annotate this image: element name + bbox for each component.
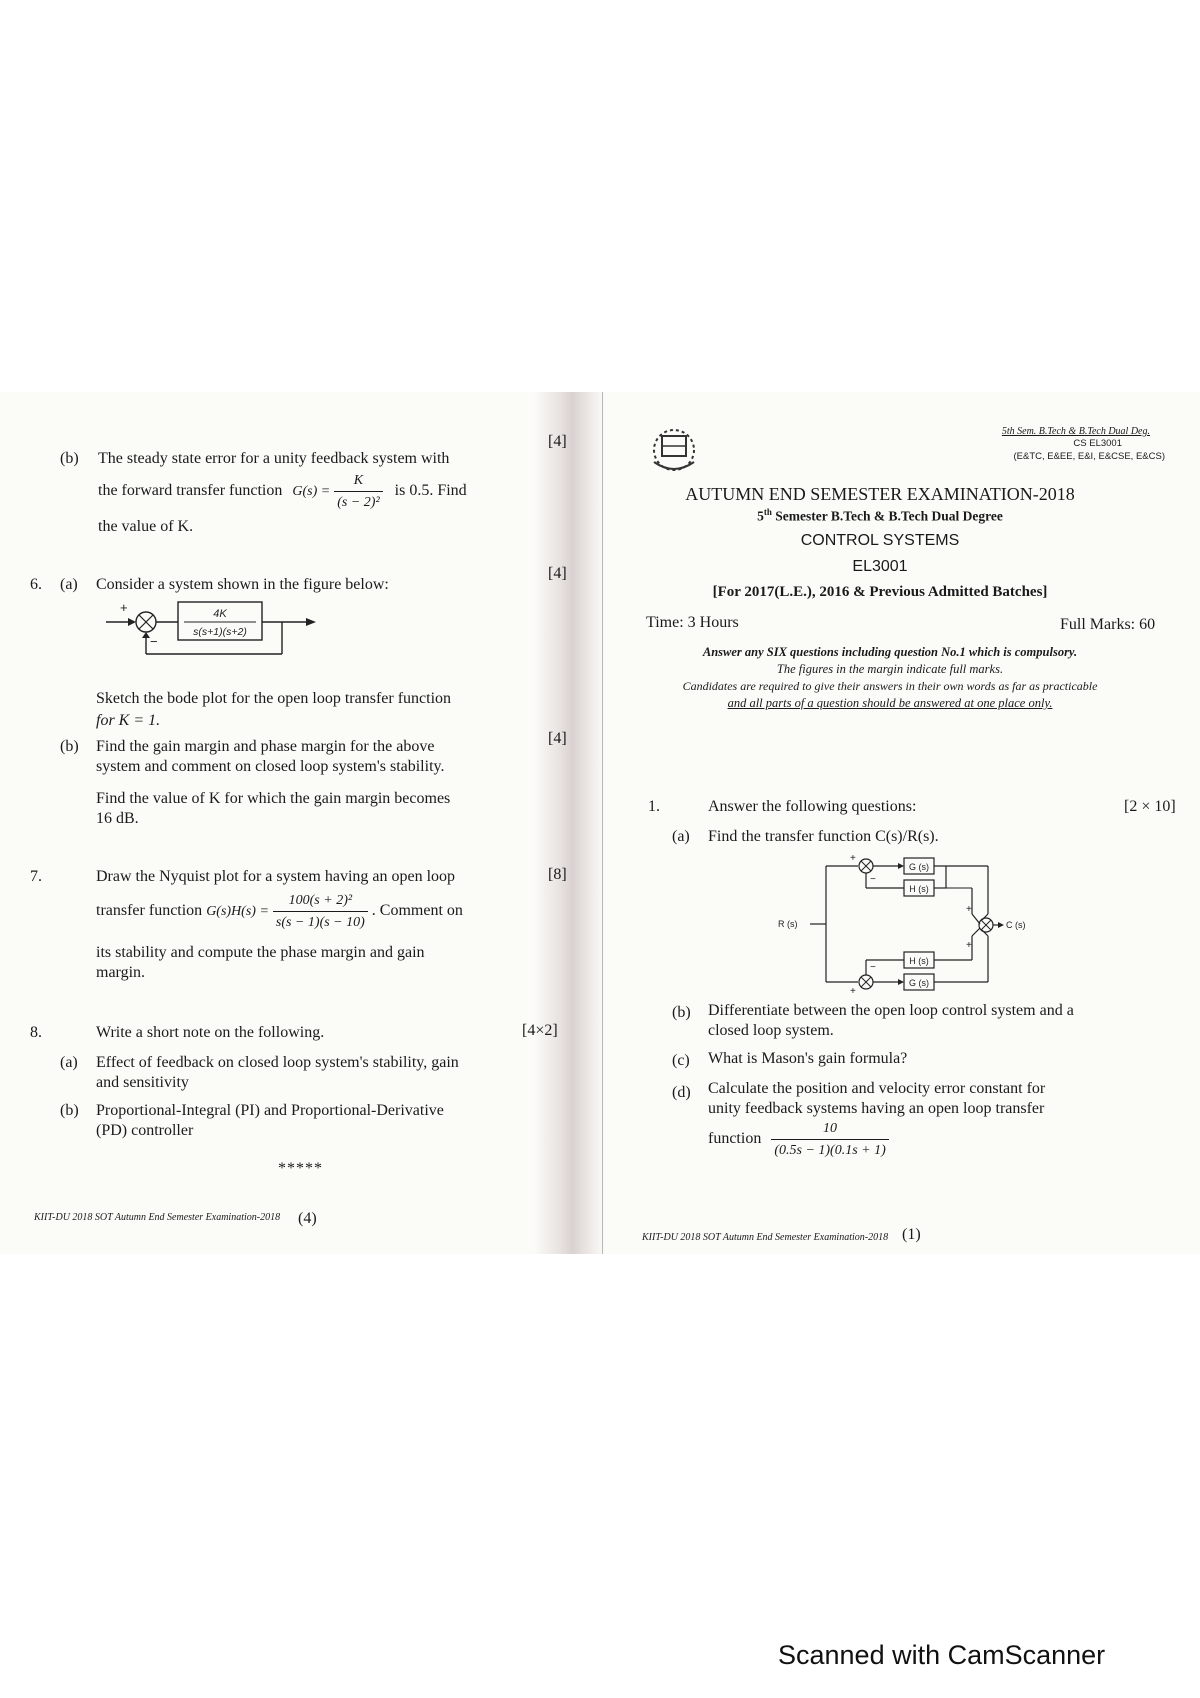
right-footer: KIIT-DU 2018 SOT Autumn End Semester Examination-2018 — [642, 1232, 889, 1243]
q7-line3: its stability and compute the phase margin and gain — [96, 944, 425, 961]
instruction-3: Candidates are required to give their answers in their own words as far as practicable — [682, 679, 1098, 693]
q5b-line3: the value of K. — [98, 518, 194, 535]
q1c-label: (c) — [672, 1052, 690, 1069]
svg-text:+: + — [850, 853, 856, 864]
q6b-label: (b) — [60, 738, 79, 755]
header-branches: (E&TC, E&EE, E&I, E&CSE, E&CS) — [1013, 451, 1165, 462]
page-fold — [534, 392, 604, 1254]
q1d-function-word: function — [708, 1130, 762, 1148]
q1d-line2: unity feedback systems having an open loop transfer — [708, 1100, 1045, 1117]
q1-marks: [2 × 10] — [1124, 798, 1176, 815]
q6a-sketch-line2: for K = 1. — [96, 712, 161, 729]
q6-gain-den: s(s+1)(s+2) — [193, 626, 247, 638]
q5b-fraction — [334, 470, 382, 513]
q1d-label: (d) — [672, 1084, 691, 1101]
q1-intro: Answer the following questions: — [708, 798, 917, 815]
q5b-line2-pre: the forward transfer function — [98, 482, 283, 500]
q6b-marks: [4] — [548, 730, 567, 747]
q6-gain-num: 4K — [213, 608, 227, 620]
q6a-label: (a) — [60, 576, 78, 593]
q5b-fraction-den: (s − 2)² — [337, 495, 380, 510]
camscanner-watermark: Scanned with CamScanner — [778, 1640, 1106, 1670]
q1-number: 1. — [648, 798, 660, 815]
q7-fraction — [273, 890, 368, 933]
q5b-gs: G(s) = — [292, 484, 331, 500]
q8a-label: (a) — [60, 1054, 78, 1071]
q8-number: 8. — [30, 1024, 42, 1041]
q1d-line1: Calculate the position and velocity error constant for — [708, 1080, 1046, 1097]
admitted-batches: [For 2017(L.E.), 2016 & Previous Admitted Batches] — [712, 584, 1048, 600]
q8-intro: Write a short note on the following. — [96, 1024, 325, 1041]
right-page-number: (1) — [902, 1226, 921, 1243]
q1b-line2: closed loop system. — [708, 1022, 834, 1039]
q5b-line2-post: is 0.5. Find — [394, 482, 467, 500]
header-course-code: CS EL3001 — [1073, 438, 1122, 449]
q5b-line2 — [98, 470, 467, 513]
svg-text:−: − — [870, 962, 876, 973]
q5b-line1: The steady state error for a unity feedback system with — [98, 450, 450, 467]
exam-title: AUTUMN END SEMESTER EXAMINATION-2018 — [685, 484, 1075, 504]
diagram-h-lower: H (s) — [909, 956, 929, 966]
semester-suffix: th — [763, 507, 772, 517]
left-footer: KIIT-DU 2018 SOT Autumn End Semester Examination-2018 — [34, 1212, 281, 1223]
q6-number: 6. — [30, 576, 42, 593]
q5b-marks: [4] — [548, 433, 567, 450]
q1d-fraction-num: 10 — [771, 1118, 888, 1140]
q7-line2-post: . Comment on — [371, 902, 463, 920]
semester-text: Semester B.Tech & B.Tech Dual Degree — [775, 508, 1003, 524]
svg-text:+: + — [120, 600, 128, 615]
q8-marks: [4×2] — [522, 1022, 558, 1039]
header-semester-note: 5th Sem. B.Tech & B.Tech Dual Deg. — [1001, 426, 1150, 437]
q1c-text: What is Mason's gain formula? — [708, 1050, 908, 1067]
q1a-signal-flow-diagram — [776, 852, 1036, 996]
instruction-4: and all parts of a question should be answered at one place only. — [727, 696, 1053, 710]
q7-fraction-den: s(s − 1)(s − 10) — [275, 915, 365, 930]
svg-text:+: + — [850, 986, 856, 996]
q1d-fraction — [771, 1118, 888, 1161]
q7-line4: margin. — [96, 964, 146, 981]
q5b-label: (b) — [60, 450, 79, 467]
kiit-logo-icon — [646, 424, 702, 478]
svg-text:−: − — [870, 874, 876, 885]
q7-fraction-num: 100(s + 2)² — [273, 890, 368, 912]
q7-number: 7. — [30, 868, 42, 885]
diagram-rs-label: R (s) — [778, 919, 798, 929]
q7-marks: [8] — [548, 866, 567, 883]
full-marks: Full Marks: 60 — [1060, 616, 1156, 633]
q6a-marks: [4] — [548, 565, 567, 582]
diagram-cs-label: C (s) — [1006, 920, 1026, 930]
exam-time: Time: 3 Hours — [646, 614, 739, 631]
q1a-label: (a) — [672, 828, 690, 845]
q8a-line1: Effect of feedback on closed loop system's stability, gain — [96, 1054, 459, 1071]
diagram-g-top: G (s) — [909, 862, 929, 872]
q1d-fraction-den: (0.5s − 1)(0.1s + 1) — [774, 1143, 886, 1158]
instruction-1: Answer any SIX questions including question No.1 which is compulsory. — [702, 645, 1078, 659]
q7-gh: G(s)H(s) = — [206, 904, 269, 920]
q6b-line1: Find the gain margin and phase margin for the above — [96, 738, 435, 755]
q8b-label: (b) — [60, 1102, 79, 1119]
left-page-number: (4) — [298, 1210, 317, 1227]
svg-text:+: + — [966, 904, 972, 915]
instructions — [640, 644, 1140, 712]
subject-code: EL3001 — [852, 558, 908, 575]
fold-divider — [602, 392, 603, 1254]
q6b2-line2: 16 dB. — [96, 810, 139, 827]
q8b-line2: (PD) controller — [96, 1122, 194, 1139]
q6b-line2: system and comment on closed loop system's stability. — [96, 758, 445, 775]
end-stars: ***** — [278, 1160, 323, 1177]
diagram-h-upper: H (s) — [909, 884, 929, 894]
svg-text:+: + — [966, 940, 972, 951]
q8b-line1: Proportional-Integral (PI) and Proportional-Derivative — [96, 1102, 444, 1119]
q7-line2-pre: transfer function — [96, 902, 203, 920]
q1b-line1: Differentiate between the open loop control system and a — [708, 1002, 1074, 1019]
svg-text:−: − — [150, 634, 158, 649]
q6a-text: Consider a system shown in the figure below: — [96, 576, 389, 593]
q6a-sketch-line1: Sketch the bode plot for the open loop transfer function — [96, 690, 452, 707]
q6b2-line1: Find the value of K for which the gain margin becomes — [96, 790, 451, 807]
diagram-g-bottom: G (s) — [909, 978, 929, 988]
q7-line1: Draw the Nyquist plot for a system having an open loop — [96, 868, 456, 885]
q5b-fraction-num: K — [334, 470, 382, 492]
q7-line2 — [96, 890, 463, 933]
instruction-2: The figures in the margin indicate full marks. — [776, 662, 1004, 676]
q6-block-diagram — [100, 596, 330, 660]
q1d-line3 — [708, 1118, 889, 1161]
q8a-line2: and sensitivity — [96, 1074, 189, 1091]
semester-line — [640, 507, 1120, 525]
q1b-label: (b) — [672, 1004, 691, 1021]
subject-title: CONTROL SYSTEMS — [800, 532, 960, 549]
q1a-text: Find the transfer function C(s)/R(s). — [708, 828, 939, 845]
semester-number: 5 — [757, 508, 764, 524]
